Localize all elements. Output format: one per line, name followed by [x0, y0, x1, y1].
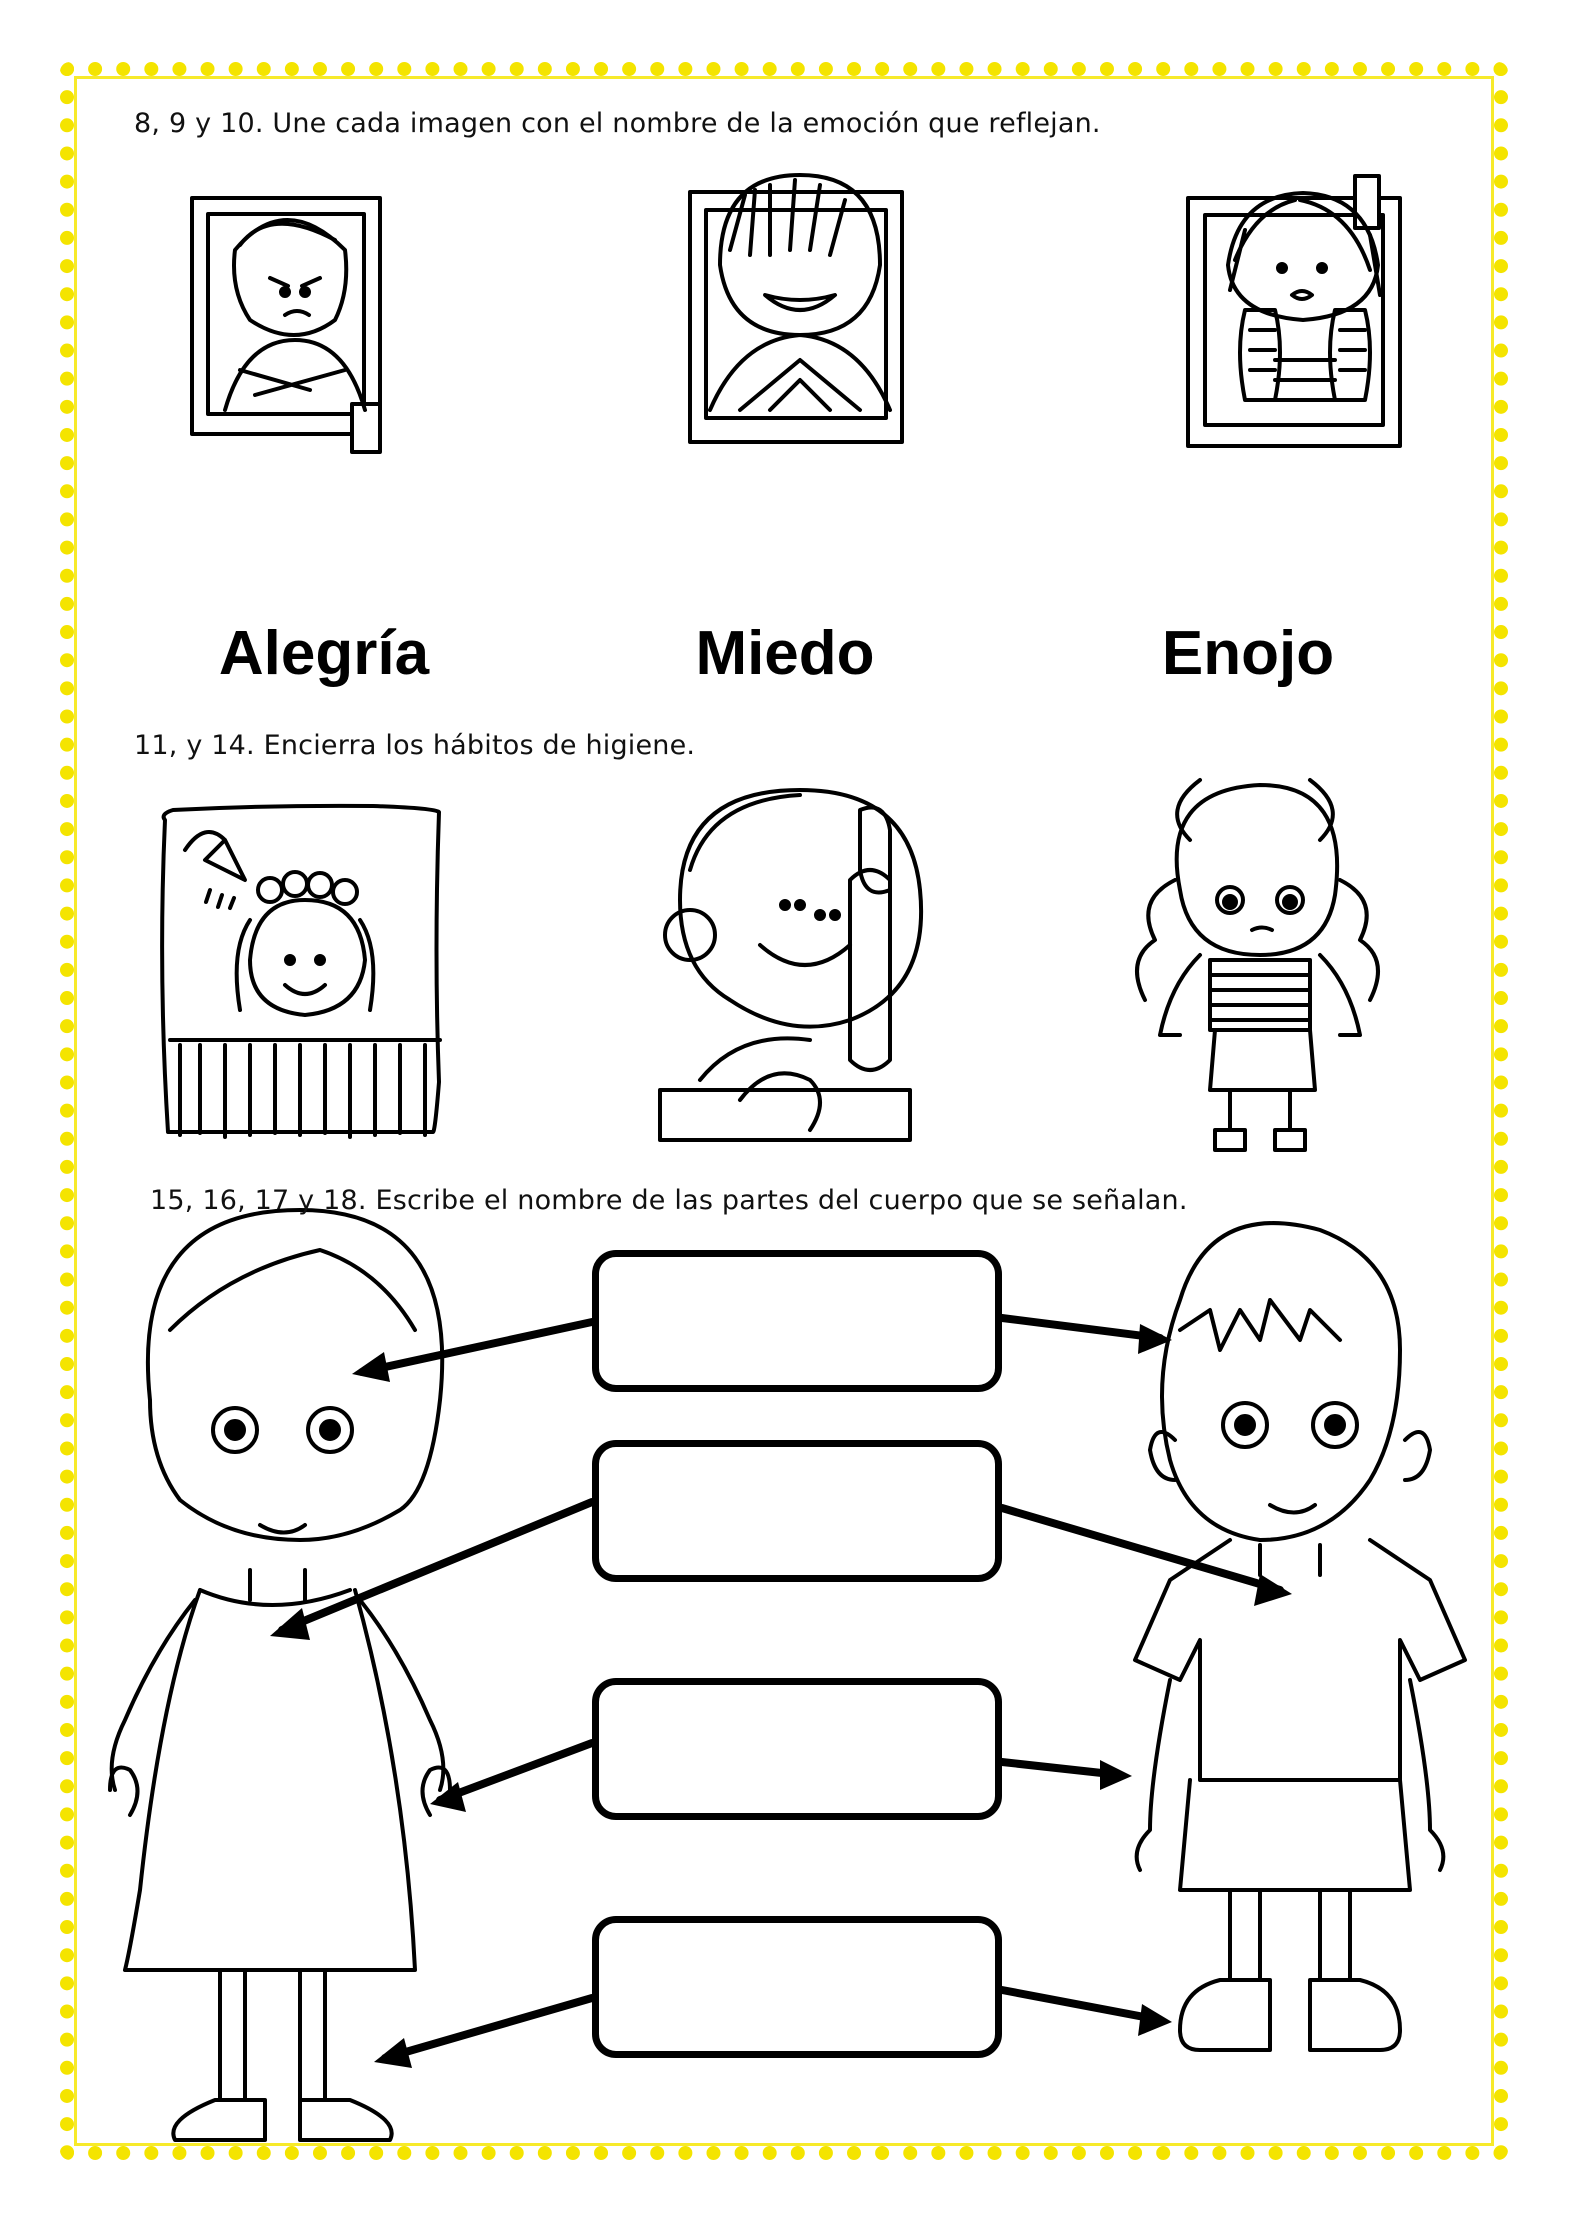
instruction-hygiene: 11, y 14. Encierra los hábitos de higiene.: [134, 730, 696, 761]
instruction-emotions: 8, 9 y 10. Une cada imagen con el nombre de la emoción que reflejan.: [134, 108, 1101, 139]
dirty-child-picture[interactable]: [1137, 780, 1378, 1150]
scared-child-picture[interactable]: [1188, 176, 1400, 446]
brushing-hair-picture[interactable]: [660, 790, 921, 1140]
angry-child-picture[interactable]: [192, 198, 380, 452]
answer-box-1[interactable]: [592, 1250, 1002, 1392]
word-enojo[interactable]: Enojo: [1161, 619, 1335, 688]
instruction-body-parts: 15, 16, 17 y 18. Escribe el nombre de las partes del cuerpo que se señalan.: [150, 1185, 1188, 1216]
happy-child-picture[interactable]: [690, 175, 902, 442]
shower-picture[interactable]: [162, 806, 440, 1137]
answer-box-3[interactable]: [592, 1678, 1002, 1820]
boy-figure: [1135, 1223, 1465, 2050]
girl-figure: [110, 1210, 450, 2140]
word-alegria[interactable]: Alegría: [218, 619, 430, 688]
word-miedo[interactable]: Miedo: [695, 619, 875, 688]
answer-box-4[interactable]: [592, 1916, 1002, 2058]
answer-box-2[interactable]: [592, 1440, 1002, 1582]
